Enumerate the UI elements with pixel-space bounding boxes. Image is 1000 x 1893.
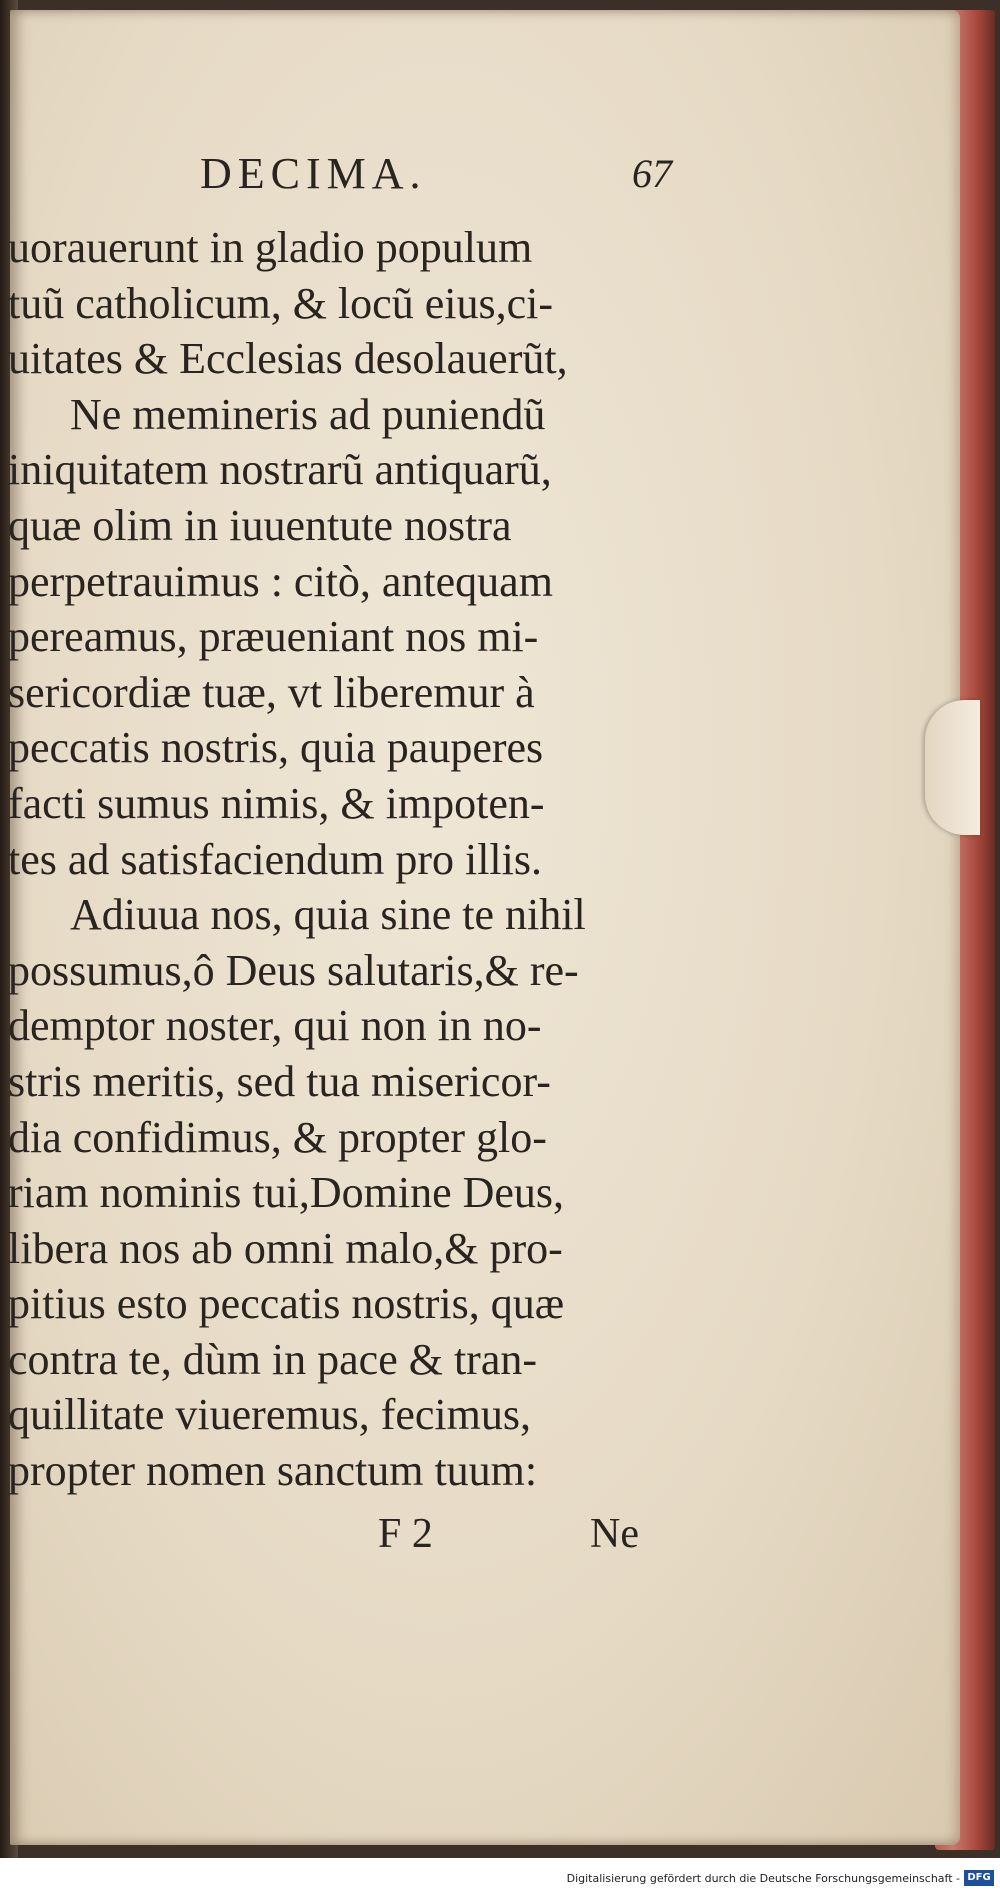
text-line: quæ olim in iuuentute nostra	[8, 500, 512, 550]
catchword: Ne	[590, 1511, 639, 1557]
text-line: stris meritis, sed tua misericor-	[8, 1056, 551, 1106]
text-line: riam nominis tui,Domine Deus,	[8, 1168, 565, 1218]
text-line: libera nos ab omni malo,& pro-	[8, 1223, 563, 1273]
text-line: iniquitatem nostrarũ antiquarũ,	[8, 445, 552, 495]
catchline	[0, 1510, 1000, 1570]
text-line: sericordiæ tuæ, vt liberemur à	[8, 667, 535, 717]
text-block	[8, 220, 688, 1499]
text-line: dia confidimus, & propter glo-	[8, 1112, 547, 1162]
text-line: perpetrauimus : citò, antequam	[8, 556, 553, 606]
text-line: quillitate viueremus, fecimus,	[8, 1390, 531, 1440]
funding-credit: Digitalisierung gefördert durch die Deutsche Forschungsgemeinschaft -	[566, 1872, 960, 1885]
text-line: possumus,ô Deus salutaris,& re-	[8, 945, 579, 995]
text-line: propter nomen sanctum tuum:	[8, 1446, 538, 1496]
text-line: pereamus, præueniant nos mi-	[8, 612, 539, 662]
running-head-title: DECIMA.	[200, 149, 427, 198]
dfg-logo-icon: DFG	[964, 1870, 994, 1886]
text-line: tes ad satisfaciendum pro illis.	[8, 834, 542, 884]
signature-mark: F 2	[378, 1511, 433, 1557]
text-line: uitates & Ecclesias desolauerũt,	[8, 334, 568, 384]
text-line: uorauerunt in gladio populum	[8, 223, 533, 272]
footer-bar	[0, 1858, 1000, 1893]
page-tab-marker	[925, 700, 980, 835]
text-line: contra te, dùm in pace & tran-	[8, 1334, 538, 1384]
text-line: tuũ catholicum, & locũ eius,ci-	[8, 278, 553, 328]
text-line: pitius esto peccatis nostris, quæ	[8, 1279, 565, 1329]
text-line: Ne memineris ad puniendũ	[70, 389, 546, 439]
text-line: facti sumus nimis, & impoten-	[8, 778, 545, 828]
page-number: 67	[632, 151, 672, 196]
running-head	[0, 148, 1000, 208]
text-line: peccatis nostris, quia pauperes	[8, 723, 544, 773]
text-line: demptor noster, qui non in no-	[8, 1001, 542, 1051]
text-line: Adiuua nos, quia sine te nihil	[70, 890, 586, 940]
